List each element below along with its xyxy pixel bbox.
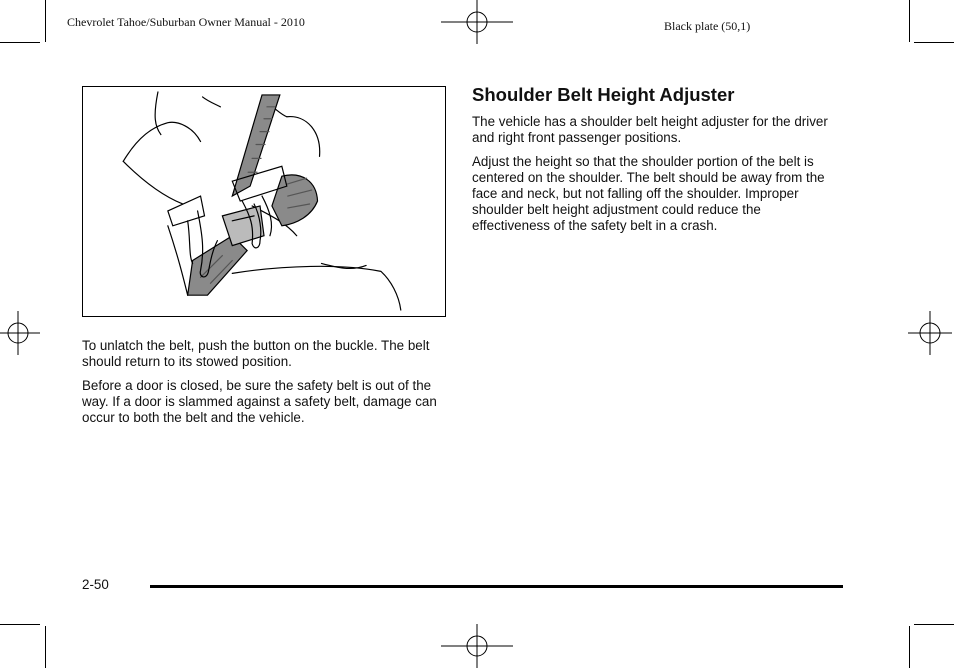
seat-belt-buckle-illustration <box>82 86 446 317</box>
paragraph-adjust-height: Adjust the height so that the shoulder portion of the belt is centered on the shoulder. The belt should be away from the face and neck, but not falling off the shoulder. Improper shoulder belt height adjustment could reduce the effectiveness of the safety belt in a crash. <box>472 154 825 233</box>
registration-mark-left <box>0 311 40 355</box>
paragraph-adjuster-intro: The vehicle has a shoulder belt height adjuster for the driver and right front passenger positions. <box>472 114 828 145</box>
registration-line-top <box>441 21 513 23</box>
registration-mark-right <box>908 311 952 355</box>
left-column <box>82 338 448 434</box>
paragraph-door-warning: Before a door is closed, be sure the safety belt is out of the way. If a door is slammed against a safety belt, damage can occur to both the belt and the vehicle. <box>82 378 437 425</box>
running-header-title: Chevrolet Tahoe/Suburban Owner Manual - 2010 <box>67 15 305 29</box>
section-heading: Shoulder Belt Height Adjuster <box>472 84 735 105</box>
paragraph-unlatch: To unlatch the belt, push the button on the buckle. The belt should return to its stowed position. <box>82 338 430 369</box>
footer-rule <box>150 585 843 588</box>
right-column <box>472 84 842 242</box>
unlatching-belt-drawing <box>83 87 445 316</box>
running-header-plate: Black plate (50,1) <box>664 19 751 33</box>
page-number: 2-50 <box>82 577 109 592</box>
registration-line-bottom <box>441 645 513 647</box>
